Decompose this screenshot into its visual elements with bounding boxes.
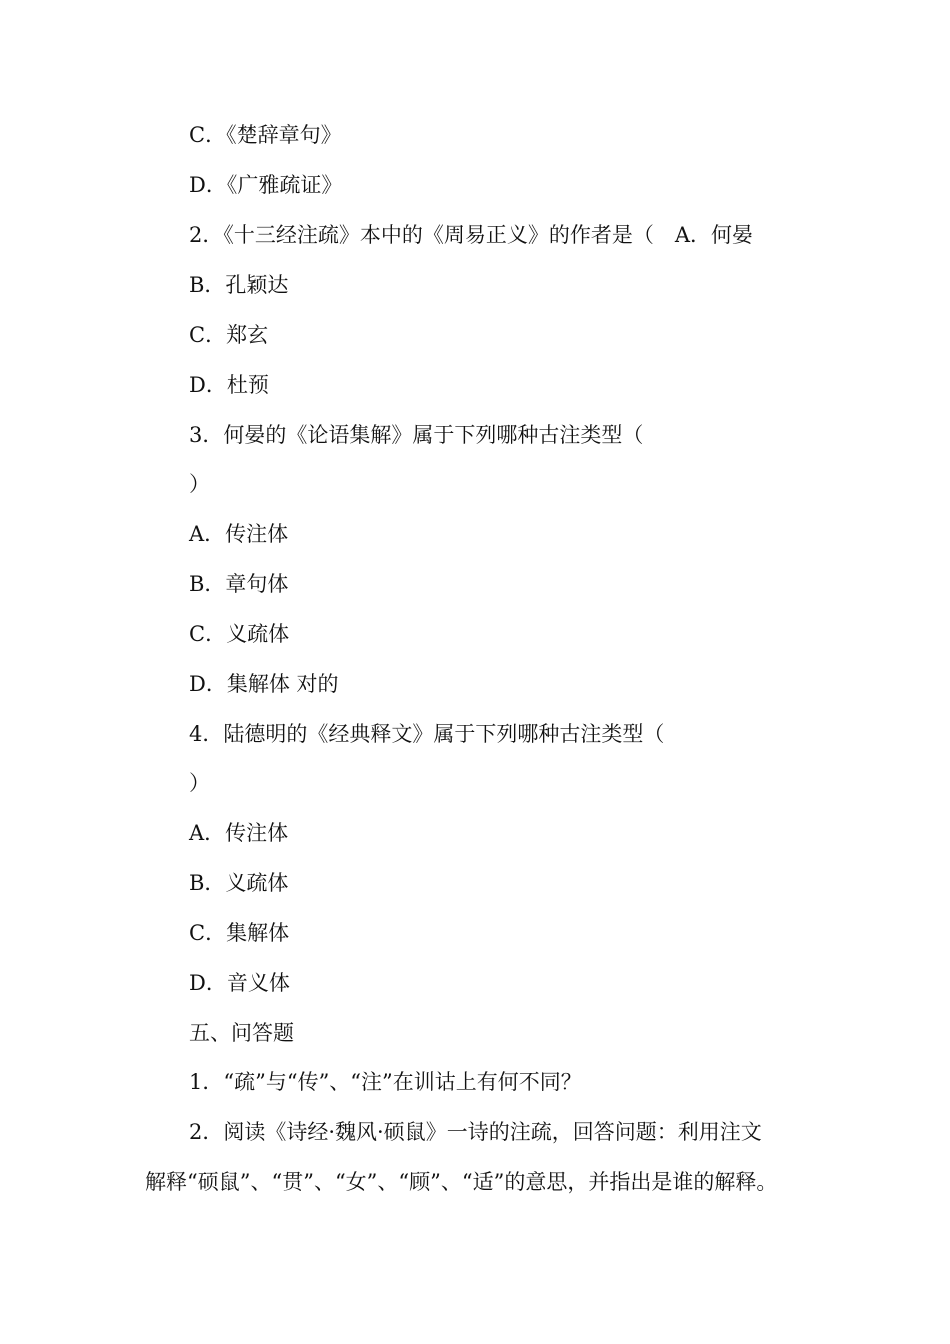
question-3-text: 3．何晏的《论语集解》属于下列哪种古注类型（ <box>189 423 644 447</box>
question-3-paren-close: ） <box>189 472 210 496</box>
question-4-text: 4．陆德明的《经典释文》属于下列哪种古注类型（ <box>189 722 665 746</box>
option-d-text: D．集解体 对的 <box>189 672 339 696</box>
option-c-text: C．郑玄 <box>189 323 269 347</box>
essay-question-2: 2．阅读《诗经·魏风·硕鼠》一诗的注疏，回答问题：利用注文 <box>189 1120 762 1144</box>
option-d-text: D．音义体 <box>189 971 290 995</box>
option-c-text: C．集解体 <box>189 921 290 945</box>
option-c-text: C．义疏体 <box>189 622 290 646</box>
option-d-text: D．《广雅疏证》 <box>189 173 343 197</box>
section-heading: 五、问答题 <box>189 1021 294 1045</box>
option-a-text: A．传注体 <box>189 522 289 546</box>
option-b-text: B．义疏体 <box>189 871 289 895</box>
option-c-text: C．《楚辞章句》 <box>189 123 342 147</box>
question-2-text: 2．《十三经注疏》本中的《周易正义》的作者是（ A．何晏 <box>189 223 754 247</box>
option-d-text: D．杜预 <box>189 373 269 397</box>
question-4-paren-close: ） <box>189 771 210 795</box>
option-b-text: B．孔颖达 <box>189 273 289 297</box>
essay-question-2-continued: 解释“硕鼠”、“贯”、“女”、“顾”、“适”的意思，并指出是谁的解释。 <box>145 1170 778 1194</box>
essay-question-1: 1．“疏”与“传”、“注”在训诂上有何不同？ <box>189 1070 582 1094</box>
option-a-text: A．传注体 <box>189 821 289 845</box>
option-b-text: B．章句体 <box>189 572 289 596</box>
